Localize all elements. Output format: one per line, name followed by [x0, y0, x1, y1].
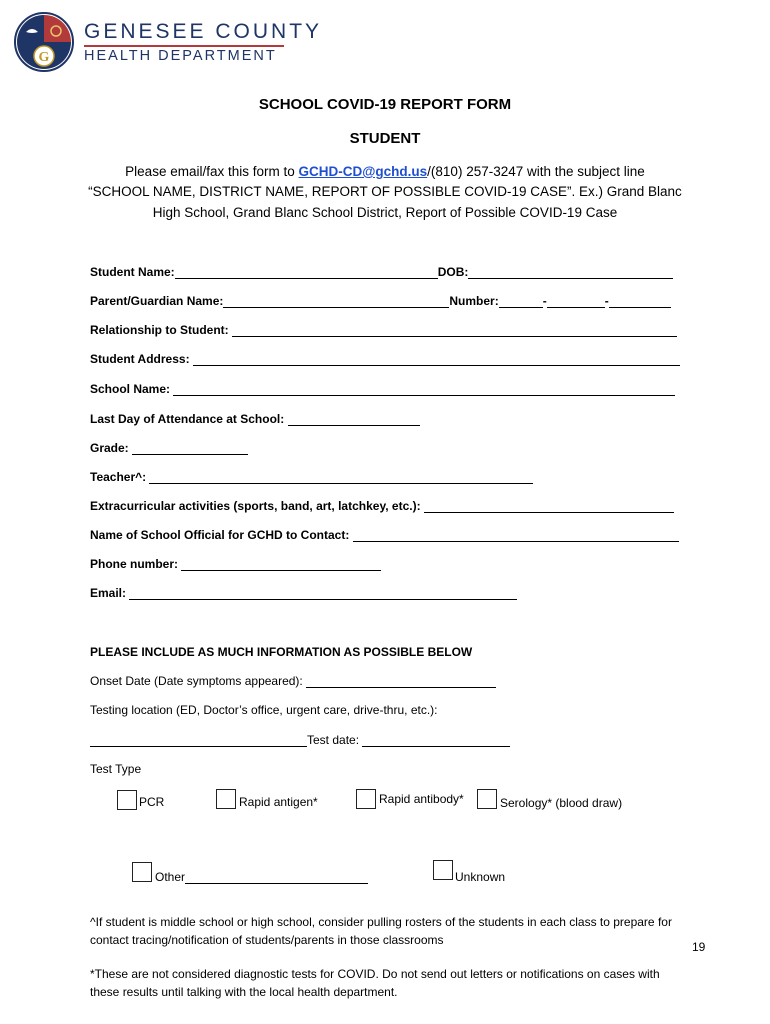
- county-seal-logo: [14, 12, 74, 72]
- form-title: SCHOOL COVID-19 REPORT FORM: [258, 96, 512, 113]
- org-name-line2: HEALTH DEPARTMENT: [84, 48, 277, 64]
- serology-checkbox[interactable]: [477, 789, 497, 809]
- other-field[interactable]: [185, 870, 368, 884]
- teacher-note: ^If student is middle school or high school, consider pulling rosters of the students in each class to prepare for contact tracing/notification of students/parents in those classrooms: [90, 915, 672, 947]
- section-heading: PLEASE INCLUDE AS MUCH INFORMATION AS POSSIBLE BELOW: [90, 645, 473, 659]
- parent-row: Parent/Guardian Name: Number: - -: [90, 292, 671, 308]
- onset-row: Onset Date (Date symptoms appeared):: [90, 672, 496, 688]
- parent-name-field[interactable]: [223, 294, 449, 308]
- testing-location-label: Testing location (ED, Doctor’s office, urgent care, drive-thru, etc.):: [90, 703, 438, 717]
- serology-label: Serology* (blood draw): [500, 796, 623, 810]
- email-link[interactable]: GCHD-CD@gchd.us: [298, 164, 428, 179]
- email-field[interactable]: [129, 586, 517, 600]
- unknown-label: Unknown: [455, 870, 506, 884]
- phone-part2-field[interactable]: [547, 294, 605, 308]
- last-day-field[interactable]: [288, 412, 420, 426]
- grade-field[interactable]: [132, 441, 248, 455]
- address-row: Student Address:: [90, 350, 680, 366]
- phone-row: Phone number:: [90, 555, 381, 571]
- teacher-row: Teacher^:: [90, 468, 533, 484]
- student-name-row: Student Name: DOB:: [90, 263, 673, 279]
- pcr-checkbox[interactable]: [117, 790, 137, 810]
- official-row: Name of School Official for GCHD to Contact:: [90, 526, 679, 542]
- other-checkbox[interactable]: [132, 862, 152, 882]
- test-date-field[interactable]: [362, 733, 510, 747]
- last-day-row: Last Day of Attendance at School:: [90, 410, 420, 426]
- rapid-antibody-label: Rapid antibody*: [379, 792, 464, 806]
- org-name-line1: GENESEE COUNTY: [84, 20, 323, 43]
- teacher-field[interactable]: [149, 470, 533, 484]
- testing-location-field[interactable]: [90, 733, 307, 747]
- extracurricular-field[interactable]: [424, 499, 674, 513]
- intro-line3: High School, Grand Blanc School District, Report of Possible COVID-19 Case: [152, 205, 618, 220]
- svg-text:G: G: [38, 50, 50, 65]
- rapid-antigen-label: Rapid antigen*: [239, 795, 318, 809]
- phone-part1-field[interactable]: [499, 294, 543, 308]
- logo-divider: [84, 45, 284, 47]
- other-row: Other: [155, 870, 368, 884]
- pcr-label: PCR: [139, 795, 165, 809]
- school-name-field[interactable]: [173, 382, 675, 396]
- page-number: 19: [692, 940, 706, 954]
- test-type-label: Test Type: [90, 762, 142, 776]
- dob-field[interactable]: [468, 265, 673, 279]
- phone-part3-field[interactable]: [609, 294, 671, 308]
- grade-row: Grade:: [90, 439, 248, 455]
- extracurricular-row: Extracurricular activities (sports, band, art, latchkey, etc.):: [90, 497, 674, 513]
- address-field[interactable]: [193, 352, 680, 366]
- form-subtitle: STUDENT: [349, 130, 421, 147]
- relationship-row: Relationship to Student:: [90, 321, 677, 337]
- diagnostic-note: *These are not considered diagnostic tests for COVID. Do not send out letters or notifications on cases with these results until talking with the local health department.: [90, 967, 660, 999]
- intro-line1: Please email/fax this form to GCHD-CD@gchd.us/(810) 257-3247 with the subject line: [125, 164, 645, 179]
- email-row: Email:: [90, 584, 517, 600]
- unknown-checkbox[interactable]: [433, 860, 453, 880]
- phone-field[interactable]: [181, 557, 381, 571]
- school-name-row: School Name:: [90, 380, 675, 396]
- rapid-antigen-checkbox[interactable]: [216, 789, 236, 809]
- student-name-field[interactable]: [175, 265, 438, 279]
- relationship-field[interactable]: [232, 323, 677, 337]
- rapid-antibody-checkbox[interactable]: [356, 789, 376, 809]
- onset-field[interactable]: [306, 674, 496, 688]
- official-field[interactable]: [353, 528, 679, 542]
- intro-line2: “SCHOOL NAME, DISTRICT NAME, REPORT OF POSSIBLE COVID-19 CASE”. Ex.) Grand Blanc: [88, 184, 682, 199]
- testing-location-row: Test date:: [90, 731, 510, 747]
